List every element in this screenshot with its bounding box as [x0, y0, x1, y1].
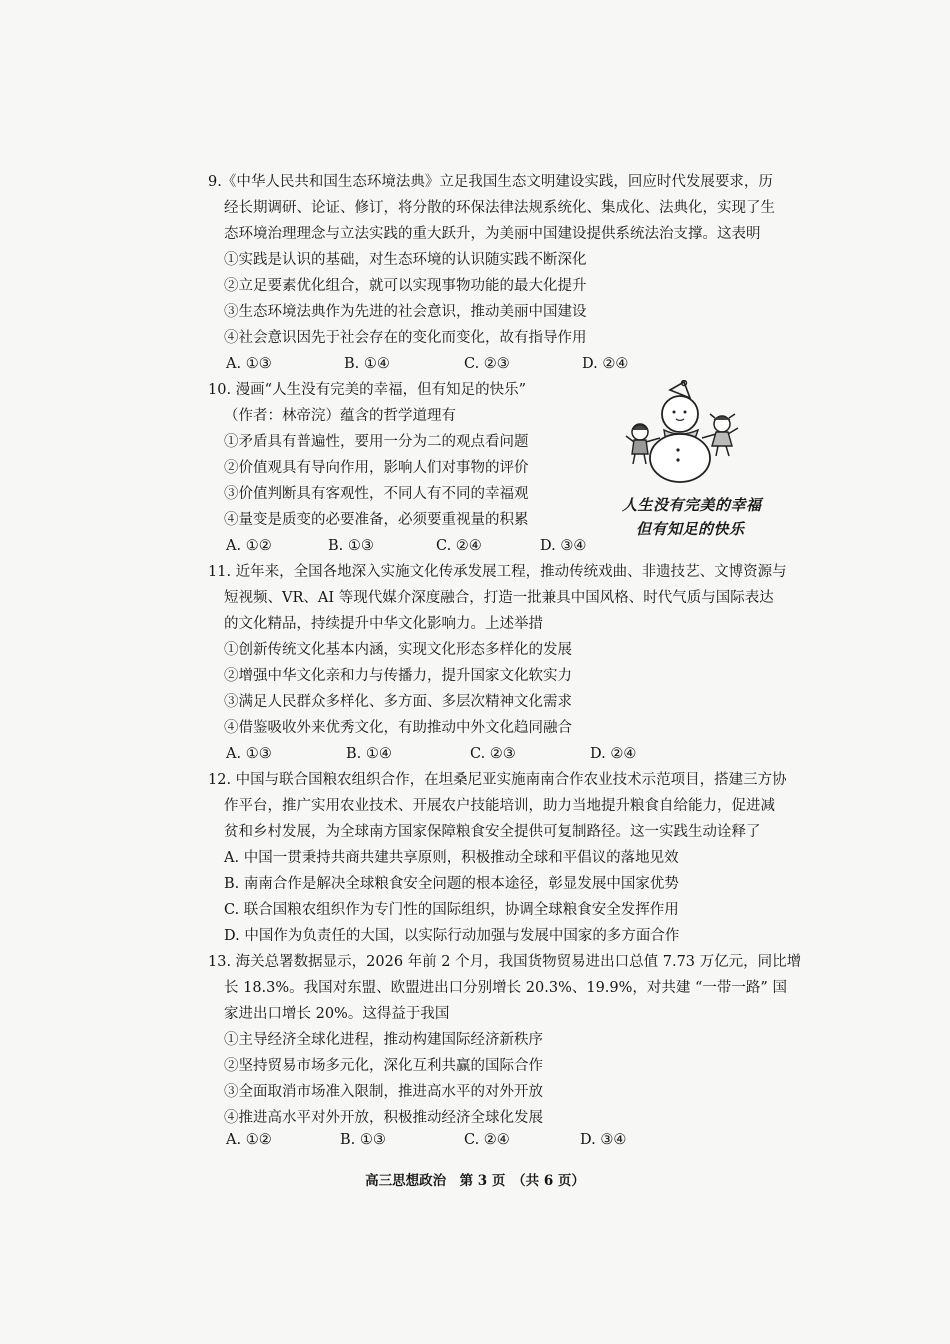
q10-option: ①矛盾具有普遍性，要用一分为二的观点看问题 [224, 434, 529, 450]
q11-choice-c: C. ②③ [470, 746, 516, 762]
q12-option-c: C. 联合国粮农组织作为专门性的国际组织，协调全球粮食安全发挥作用 [224, 902, 679, 918]
q11-option: ①创新传统文化基本内涵，实现文化形态多样化的发展 [224, 642, 572, 658]
q9-option: ④社会意识因先于社会存在的变化而变化，故有指导作用 [224, 330, 587, 346]
q11-choice-d: D. ②④ [590, 746, 637, 762]
q13-choice-c: C. ②④ [464, 1132, 510, 1148]
q10-choice-d: D. ③④ [540, 538, 587, 554]
q12-option-b: B. 南南合作是解决全球粮食安全问题的根本途径，彰显发展中国家优势 [224, 876, 679, 892]
q9-choice-c: C. ②③ [464, 356, 510, 372]
q11-stem-line: 短视频、VR、AI 等现代媒介深度融合，打造一批兼具中国风格、时代气质与国际表达 [224, 590, 774, 606]
q10-stem-line: 10. 漫画“人生没有完美的幸福，但有知足的快乐” [208, 382, 526, 398]
q12-option-d: D. 中国作为负责任的大国，以实际行动加强与发展中国家的多方面合作 [224, 928, 680, 944]
q9-choice-a: A. ①③ [226, 356, 272, 372]
q9-choice-d: D. ②④ [582, 356, 629, 372]
q9-option: ③生态环境法典作为先进的社会意识，推动美丽中国建设 [224, 304, 587, 320]
q11-stem-line: 11. 近年来，全国各地深入实施文化传承发展工程，推动传统戏曲、非遗技艺、文博资源与 [208, 564, 787, 580]
q9-stem-line: 经长期调研、论证、修订，将分散的环保法律法规系统化、集成化、法典化，实现了生 [224, 200, 775, 216]
q10-option: ③价值判断具有客观性，不同人有不同的幸福观 [224, 486, 529, 502]
q12-stem-line: 12. 中国与联合国粮农组织合作，在坦桑尼亚实施南南合作农业技术示范项目，搭建三方协 [208, 772, 787, 788]
q13-choice-a: A. ①② [226, 1132, 272, 1148]
q9-option: ①实践是认识的基础，对生态环境的认识随实践不断深化 [224, 252, 587, 268]
q12-stem-line: 贫和乡村发展，为全球南方国家保障粮食安全提供可复制路径。这一实践生动诠释了 [224, 824, 761, 840]
q9-stem-line: 态环境治理理念与立法实践的重大跃升，为美丽中国建设提供系统法治支撑。这表明 [224, 226, 761, 242]
q11-choice-a: A. ①③ [226, 746, 272, 762]
q11-choice-b: B. ①④ [346, 746, 392, 762]
q13-option: ④推进高水平对外开放，积极推动经济全球化发展 [224, 1110, 543, 1126]
q9-stem-line: 9.《中华人民共和国生态环境法典》立足我国生态文明建设实践，回应时代发展要求，历 [208, 174, 773, 190]
q13-option: ②坚持贸易市场多元化，深化互利共赢的国际合作 [224, 1058, 543, 1074]
cartoon-caption-line: 人生没有完美的幸福 [622, 496, 762, 514]
q10-stem-line: （作者：林帝浣）蕴含的哲学道理有 [224, 408, 456, 424]
q13-choice-d: D. ③④ [580, 1132, 627, 1148]
q13-stem-line: 家进出口增长 20%。这得益于我国 [224, 1006, 450, 1022]
q11-option: ②增强中华文化亲和力与传播力，提升国家文化软实力 [224, 668, 572, 684]
q10-option: ②价值观具有导向作用，影响人们对事物的评价 [224, 460, 529, 476]
cartoon-caption-line: 但有知足的快乐 [636, 520, 745, 538]
q9-option: ②立足要素优化组合，就可以实现事物功能的最大化提升 [224, 278, 587, 294]
q11-option: ④借鉴吸收外来优秀文化，有助推动中外文化趋同融合 [224, 720, 572, 736]
q13-option: ③全面取消市场准入限制，推进高水平的对外开放 [224, 1084, 543, 1100]
q12-option-a: A. 中国一贯秉持共商共建共享原则，积极推动全球和平倡议的落地见效 [224, 850, 679, 866]
q10-choice-c: C. ②④ [436, 538, 482, 554]
q11-option: ③满足人民群众多样化、多方面、多层次精神文化需求 [224, 694, 572, 710]
q13-stem-line: 长 18.3%。我国对东盟、欧盟进出口分别增长 20.3%、19.9%，对共建 “一带一路” 国 [224, 980, 787, 996]
q13-choice-b: B. ①③ [340, 1132, 386, 1148]
q10-choice-b: B. ①③ [328, 538, 374, 554]
q13-stem-line: 13. 海关总署数据显示，2026 年前 2 个月，我国货物贸易进出口总值 7.73 万亿元，同比增 [208, 954, 802, 970]
q10-choice-a: A. ①② [226, 538, 272, 554]
q9-choice-b: B. ①④ [344, 356, 390, 372]
q12-stem-line: 作平台，推广实用农业技术、开展农户技能培训，助力当地提升粮食自给能力，促进减 [224, 798, 775, 814]
page-footer: 高三思想政治 第 3 页 （共 6 页） [365, 1173, 585, 1189]
q11-stem-line: 的文化精品，持续提升中华文化影响力。上述举措 [224, 616, 543, 632]
q10-option: ④量变是质变的必要准备，必须要重视量的积累 [224, 512, 529, 528]
q13-option: ①主导经济全球化进程，推动构建国际经济新秩序 [224, 1032, 543, 1048]
